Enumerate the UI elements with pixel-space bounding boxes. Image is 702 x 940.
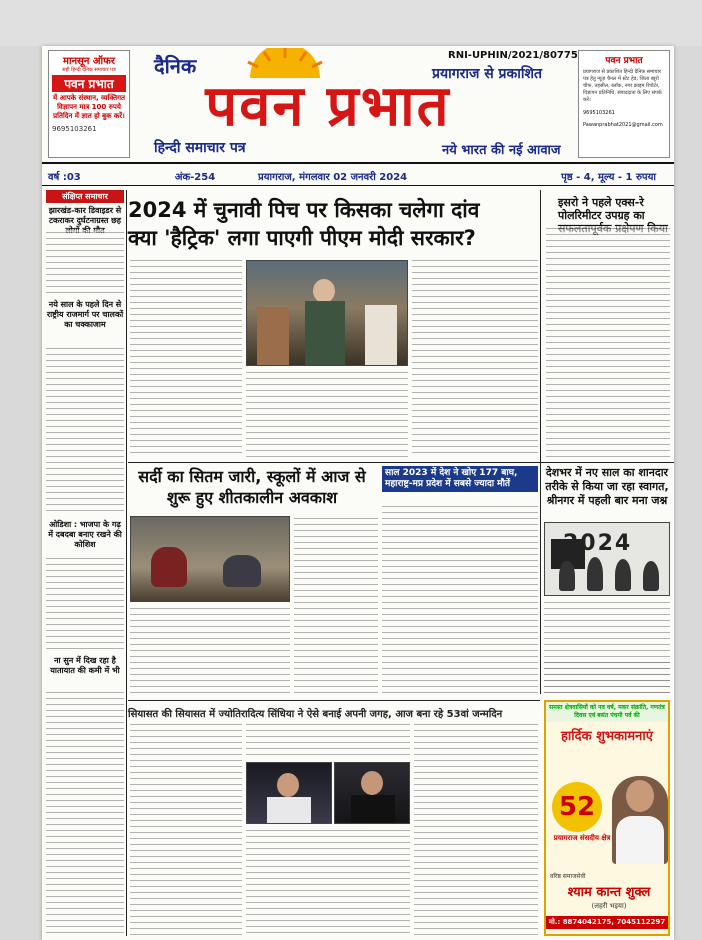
left-headline-4: ना सुन में दिख रहा है यातायात की कमी में भी bbox=[50, 656, 120, 675]
isro-text bbox=[546, 226, 670, 458]
year-label: वर्ष :03 bbox=[48, 171, 81, 183]
scindia-text-4 bbox=[414, 722, 538, 936]
lead-text-col2 bbox=[246, 370, 408, 458]
left-ear-sub: सही हिन्दी दैनिक समाचार पत्र bbox=[62, 67, 116, 73]
brief-news-title: संक्षिप्त समाचार bbox=[46, 190, 124, 203]
newspaper-title: पवन प्रभात bbox=[205, 73, 451, 139]
ad-constituency: प्रयागराज संसदीय क्षेत्र bbox=[553, 834, 611, 842]
right-ear-phone: 9695103261 bbox=[583, 110, 615, 116]
cold-text-2 bbox=[294, 516, 378, 696]
left-column-3 bbox=[46, 520, 124, 550]
left-text-block-3 bbox=[46, 556, 124, 652]
scindia-text-1 bbox=[130, 722, 242, 936]
new-year-text-2 bbox=[544, 660, 670, 696]
lead-photo-modi bbox=[246, 260, 408, 366]
cold-text-1 bbox=[130, 606, 290, 696]
tagline-left: हिन्दी समाचार पत्र bbox=[154, 140, 246, 156]
left-text-block-4 bbox=[46, 690, 124, 936]
left-ear-phone: 9695103261 bbox=[52, 125, 97, 133]
left-headline-1: झारखंड-कार डिवाइडर से टकराकर दुर्घटनाग्रस्त छह bbox=[48, 206, 122, 225]
left-column-2 bbox=[46, 300, 124, 330]
left-ear-body: में आपके संस्थान, व्यक्तिगत विज्ञापन मात्र 100 रुपये प्रतिदिन में ज्ञात हो बुक करें। bbox=[52, 94, 126, 120]
scindia-photo-1 bbox=[246, 762, 332, 824]
ad-portrait bbox=[612, 776, 668, 864]
left-headline-3: ओडिशा : भाजपा के गढ़ में दबदबा बनाए रखने की कोशिश bbox=[48, 520, 122, 549]
left-headline-2: नये साल के पहले दिन से राष्ट्रीय राजमार्ग पर चालकों का चक्काजाम bbox=[46, 300, 124, 329]
background-area bbox=[0, 0, 702, 46]
section-rule bbox=[128, 462, 674, 463]
ad-role: वरिष्ठ समाजसेवी bbox=[550, 873, 586, 880]
left-text-block-2 bbox=[46, 346, 124, 516]
ad-top-text: समस्त क्षेत्रवासियों को नव वर्ष, मकर संक्रांति, गणतंत्र दिवस एवं बसंत पंचमी पर्व की bbox=[546, 702, 668, 722]
lead-text-col1 bbox=[130, 258, 242, 458]
lead-headline-line1: 2024 में चुनावी पिच पर किसका चलेगा दांव bbox=[128, 198, 480, 222]
left-ear-ad bbox=[48, 50, 130, 158]
right-ear-email: Pawanprabhat2021@gmail.com bbox=[583, 122, 663, 128]
date-strip bbox=[42, 166, 674, 186]
ad-nickname: (लहरी भइया) bbox=[591, 902, 627, 910]
lead-text-col3 bbox=[412, 258, 538, 458]
greeting-advertisement bbox=[544, 700, 670, 936]
ad-mobile: मो.: 8874042175, 7045112297 bbox=[546, 916, 668, 929]
price-label: पृष्ठ - 4, मूल्य - 1 रुपया bbox=[561, 171, 656, 183]
masthead bbox=[42, 46, 674, 164]
date-label: प्रयागराज, मंगलवार 02 जनवरी 2024 bbox=[258, 171, 408, 183]
ad-wishes: हार्दिक शुभकामनाएं bbox=[561, 729, 653, 744]
scindia-text-2 bbox=[246, 722, 410, 758]
new-year-photo: 2024 bbox=[544, 522, 670, 596]
left-column-4 bbox=[46, 656, 124, 676]
cold-headline: सर्दी का सितम जारी, स्कूलों में आज से शुरू हुए शीतकालीन अवकाश bbox=[138, 467, 366, 507]
tiger-text bbox=[382, 504, 538, 696]
right-ear-heading: पवन प्रभात bbox=[605, 56, 643, 66]
published-from: प्रयागराज से प्रकाशित bbox=[432, 66, 543, 82]
ad-name: श्याम कान्त शुक्ल bbox=[567, 885, 651, 900]
ad-constituency-number: 52 bbox=[552, 782, 602, 832]
tiger-deaths-box: साल 2023 में देश ने खोए 177 बाघ, महाराष्ट्र-मप्र प्रदेश में सबसे ज्यादा मौतें bbox=[382, 466, 538, 492]
cold-photo bbox=[130, 516, 290, 602]
right-ear-body: प्रयागराज से प्रकाशित हिन्दी दैनिक समाचार पत्र हेतु न्यूज़ चैनल में स्टेट हेड, जिला ब्यूरो चीफ, तहसील, ब्लॉक, नगर क्राइम रिपोर्टर, विज्ञापन प्रतिनिधि, संवाददाता के लिए संपर्क करें। bbox=[583, 69, 662, 103]
newspaper-page bbox=[42, 46, 674, 940]
rni-number: RNI-UPHIN/2021/80775 bbox=[448, 50, 578, 61]
new-year-headline: देशभर में नए साल का शानदार तरीके से किया जा रहा स्वागत, श्रीनगर में पहली बार मना जश्न bbox=[545, 466, 669, 507]
daily-label: दैनिक bbox=[154, 54, 197, 78]
left-ear-brand: पवन प्रभात bbox=[52, 75, 126, 92]
scindia-text-3 bbox=[246, 828, 410, 936]
isro-headline: इसरो ने पहले एक्स-रे पोलरिमीटर उपग्रह का bbox=[558, 196, 645, 222]
right-ear-ad bbox=[578, 50, 670, 158]
column-rule bbox=[126, 190, 127, 936]
tagline-right: नये भारत की नई आवाज bbox=[442, 143, 561, 158]
scindia-headline: सियासत की सियासत में ज्योतिरादित्य सिंधिया ने ऐसे बनाई अपनी जगह, आज बना रहे 53वां जन्मदिन bbox=[128, 709, 503, 720]
left-text-block-1 bbox=[46, 230, 124, 296]
issue-label: अंक-254 bbox=[174, 171, 216, 183]
scindia-photo-2 bbox=[334, 762, 410, 824]
section-rule-2 bbox=[128, 700, 540, 701]
lead-headline-line2: क्या 'हैट्रिक' लगा पाएगी पीएम मोदी सरकार? bbox=[128, 226, 476, 250]
left-ear-heading: मानसून ऑफर bbox=[63, 56, 115, 67]
right-column-rule bbox=[540, 190, 541, 694]
